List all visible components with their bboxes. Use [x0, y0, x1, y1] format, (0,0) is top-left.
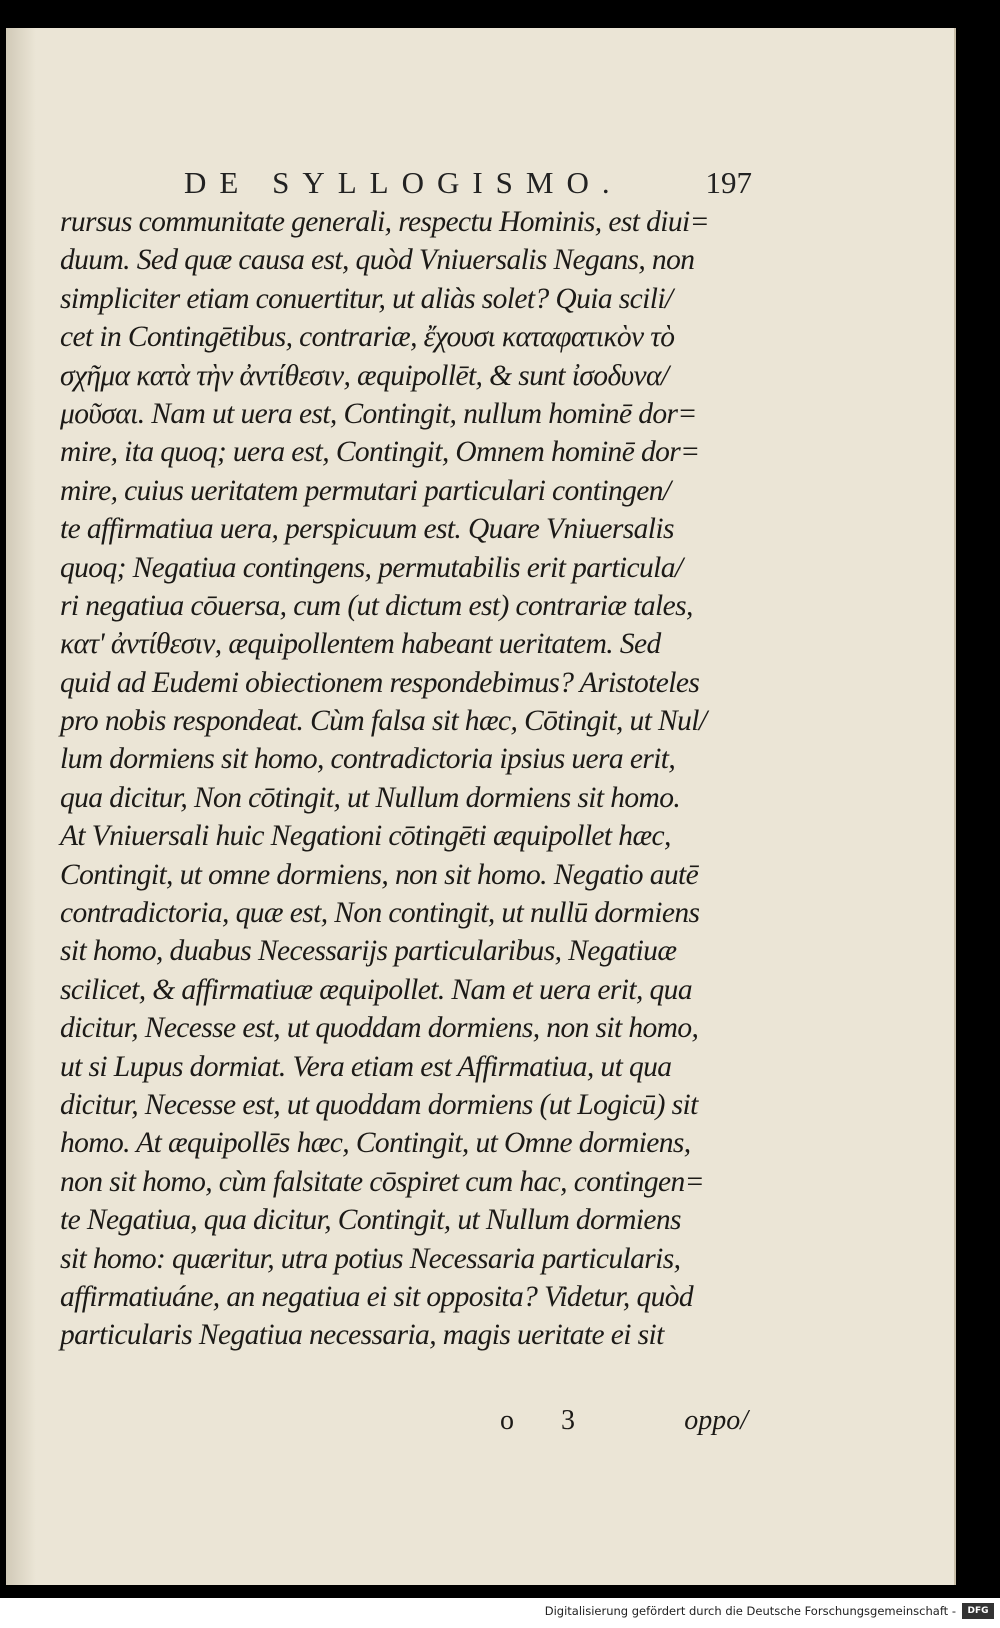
page-footer-marks: [60, 1405, 760, 1445]
funding-credit: Digitalisierung gefördert durch die Deutsche Forschungsgemeinschaft -: [544, 1604, 956, 1618]
page-gutter-shadow: [6, 28, 36, 1585]
text-line: μοῦσαι. Nam ut uera est, Contingit, nullum hominē dor=: [60, 397, 697, 430]
signature-mark: o 3: [500, 1405, 595, 1436]
text-line: quid ad Eudemi obiectionem respondebimus? Aristoteles: [60, 666, 700, 699]
text-line: κατ' ἀντίθεσιν, æquipollentem habeant ueritatem. Sed: [60, 628, 661, 661]
body-text: [60, 203, 760, 1355]
text-line: simpliciter etiam conuertitur, ut aliàs solet? Quia scili/: [60, 282, 673, 315]
text-line: duum. Sed quæ causa est, quòd Vniuersalis Negans, non: [60, 244, 695, 277]
catchword: oppo/: [684, 1405, 748, 1436]
text-line: mire, cuius ueritatem permutari particulari contingen/: [60, 474, 671, 507]
text-line: pro nobis respondeat. Cùm falsa sit hæc, Cōtingit, ut Nul/: [60, 705, 707, 738]
running-title: DE SYLLOGISMO.: [184, 165, 623, 200]
text-line: rursus communitate generali, respectu Hominis, est diui=: [60, 206, 709, 238]
page-number: 197: [705, 165, 752, 200]
text-line: ut si Lupus dormiat. Vera etiam est Affirmatiua, ut qua: [60, 1050, 672, 1083]
text-line: scilicet, & affirmatiuæ æquipollet. Nam et uera erit, qua: [60, 973, 692, 1006]
text-line: sit homo, duabus Necessarijs particularibus, Negatiuæ: [60, 935, 677, 968]
text-line: sit homo: quæritur, utra potius Necessaria particularis,: [60, 1242, 681, 1275]
text-line: dicitur, Necesse est, ut quoddam dormiens (ut Logicū) sit: [60, 1088, 698, 1121]
text-line: particularis Negatiua necessaria, magis ueritate ei sit: [60, 1319, 664, 1352]
text-line: non sit homo, cùm falsitate cōspiret cum hac, contingen=: [60, 1165, 704, 1198]
text-line: mire, ita quoq; uera est, Contingit, Omnem hominē dor=: [60, 436, 700, 469]
text-line: te Negatiua, qua dicitur, Contingit, ut Nullum dormiens: [60, 1204, 681, 1237]
text-line: affirmatiuáne, an negatiua ei sit opposita? Videtur, quòd: [60, 1280, 694, 1313]
text-line: quoq; Negatiua contingens, permutabilis erit particula/: [60, 551, 683, 584]
text-line: ri negatiua cōuersa, cum (ut dictum est) contrariæ tales,: [60, 589, 693, 622]
text-line: cet in Contingētibus, contrariæ, ἔχουσι καταφατικὸν τὸ: [60, 321, 675, 354]
text-line: lum dormiens sit homo, contradictoria ipsius uera erit,: [60, 743, 676, 776]
text-line: dicitur, Necesse est, ut quoddam dormiens, non sit homo,: [60, 1012, 699, 1045]
text-line: contradictoria, quæ est, Non contingit, ut nullū dormiens: [60, 897, 700, 930]
dfg-logo-icon: DFG: [962, 1603, 994, 1619]
text-line: At Vniuersali huic Negationi cōtingēti æquipollet hæc,: [60, 820, 671, 853]
page-header: [184, 165, 752, 207]
text-line: homo. At æquipollēs hæc, Contingit, ut Omne dormiens,: [60, 1127, 691, 1160]
digitization-footer: [0, 1598, 1000, 1628]
text-line: te affirmatiua uera, perspicuum est. Quare Vniuersalis: [60, 513, 674, 546]
text-line: qua dicitur, Non cōtingit, ut Nullum dormiens sit homo.: [60, 781, 681, 814]
text-line: Contingit, ut omne dormiens, non sit homo. Negatio autē: [60, 858, 699, 891]
text-line: σχῆμα κατὰ τὴν ἀντίθεσιν, æquipollēt, & sunt ἰσοδυνα/: [60, 359, 669, 392]
